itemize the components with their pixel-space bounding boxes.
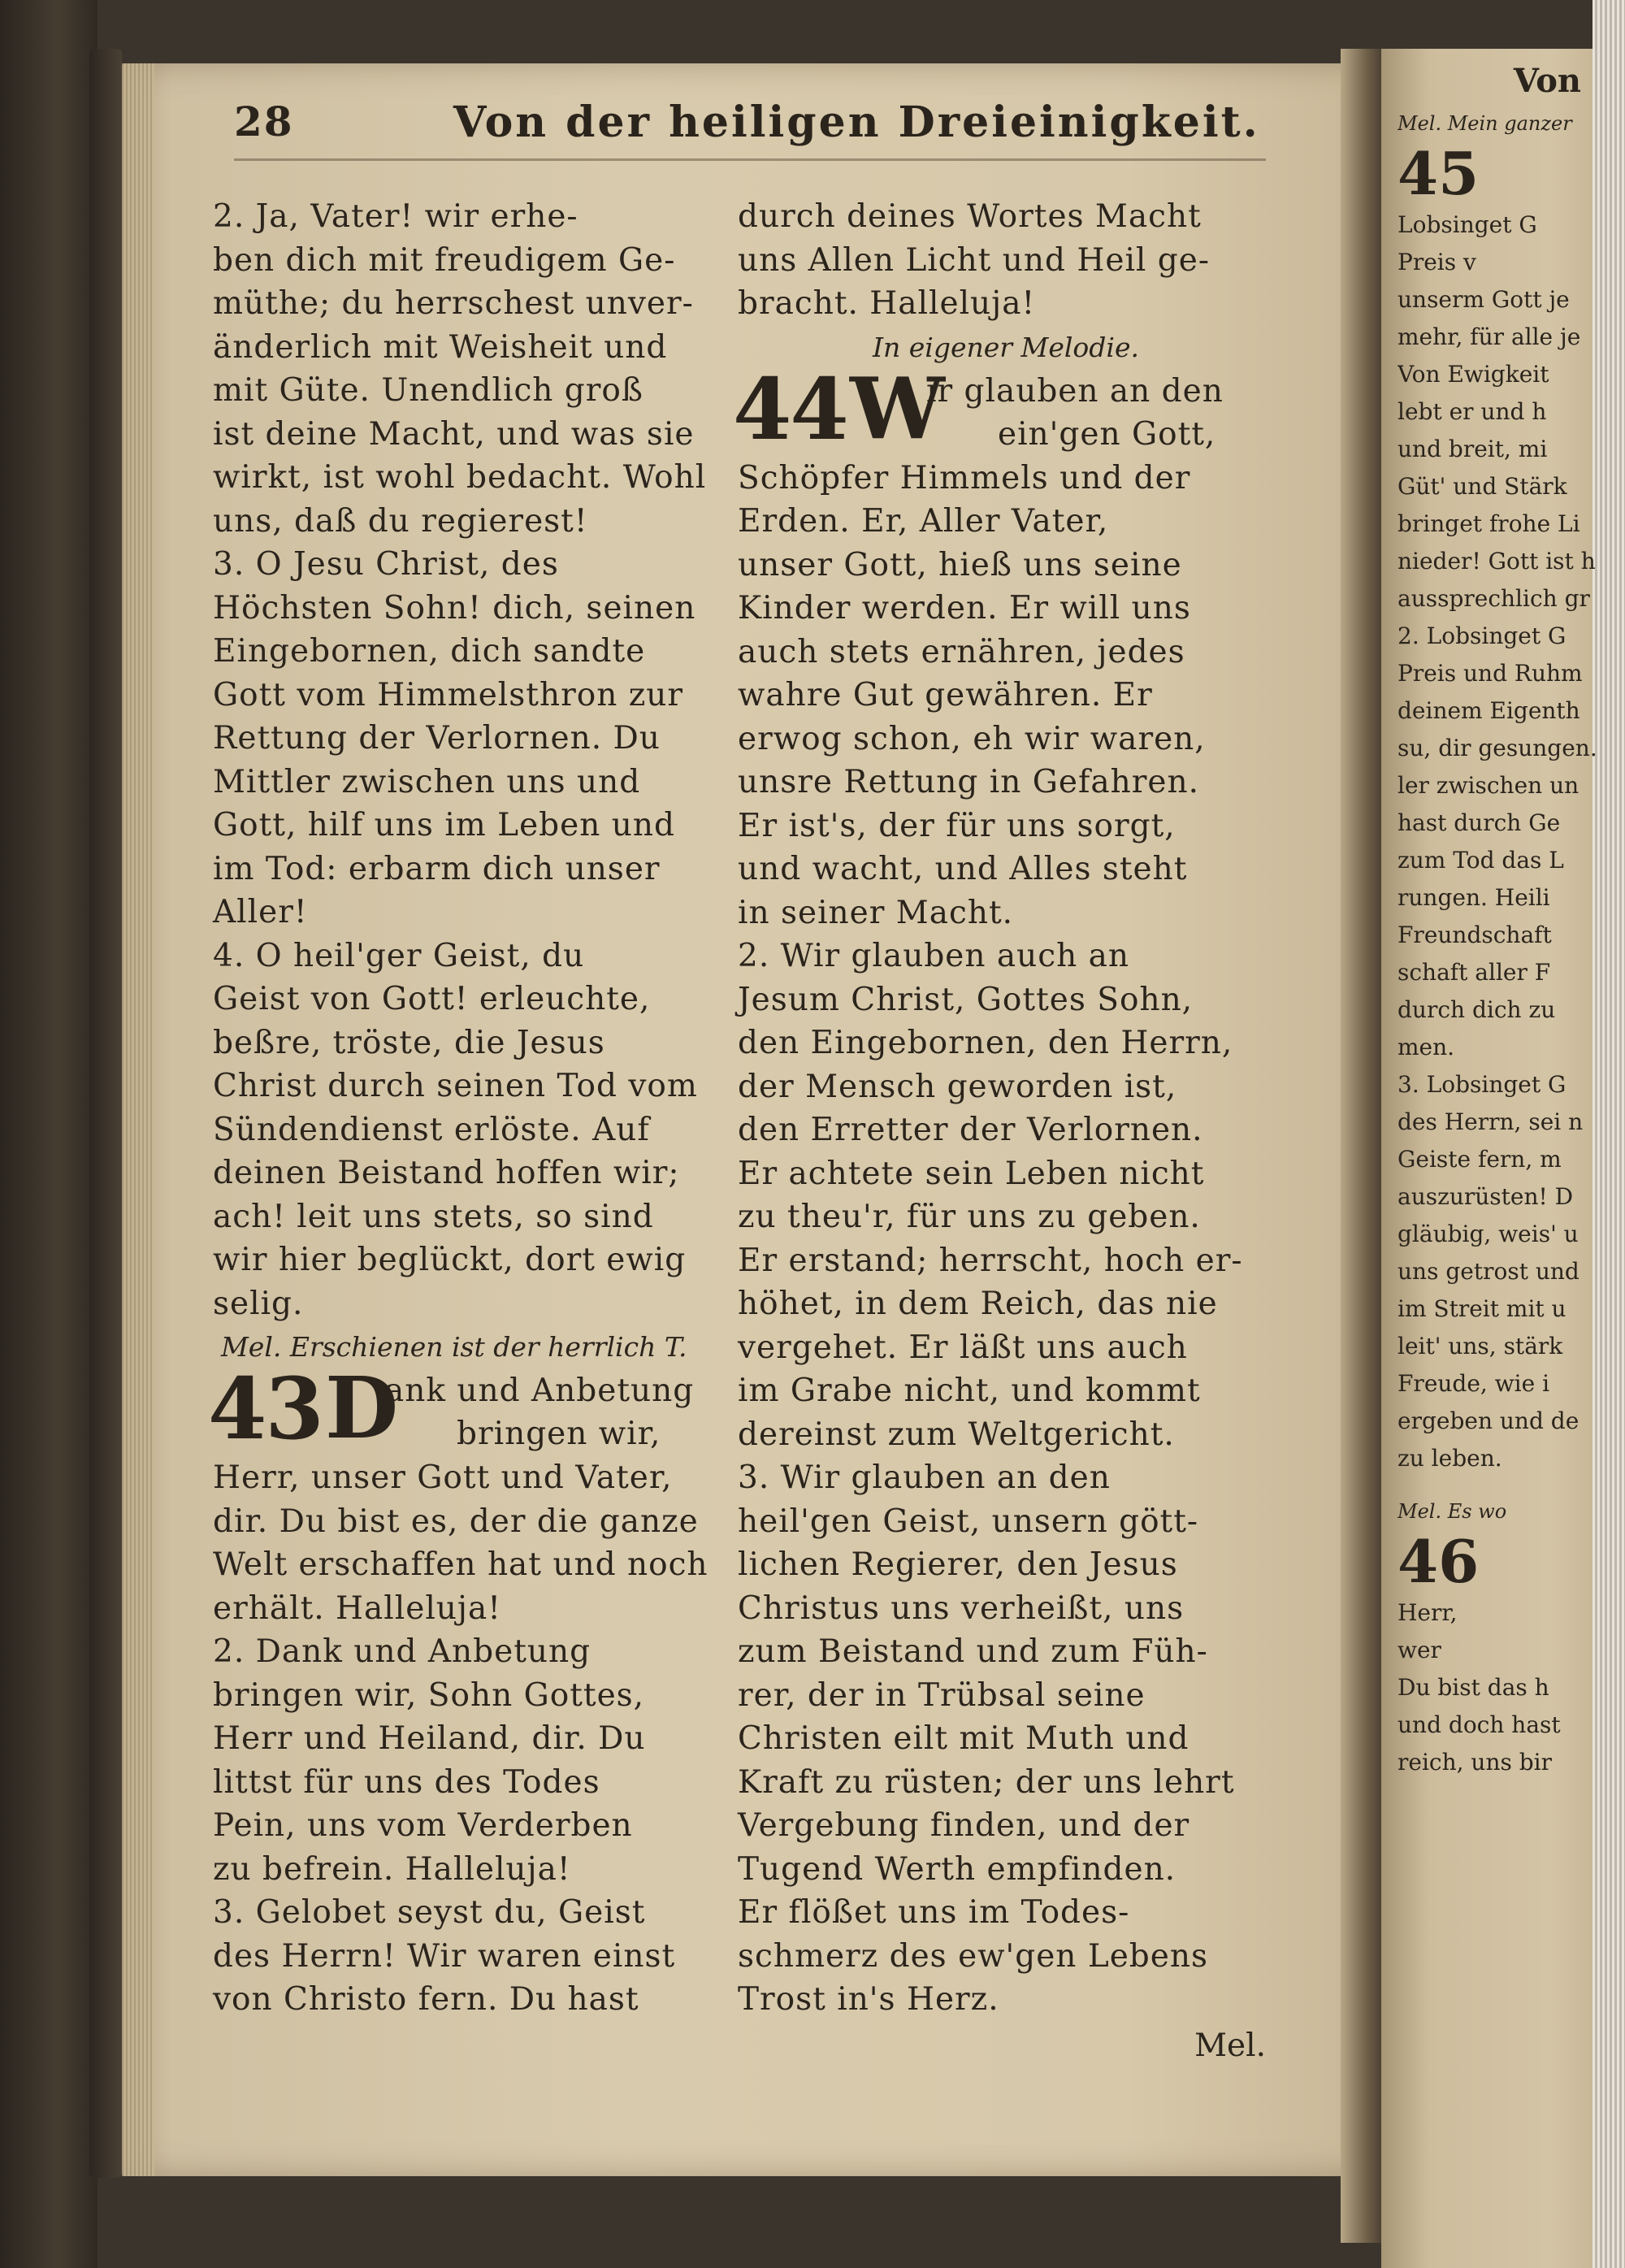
text-line: Christus uns verheißt, uns [738,1589,1185,1627]
partial-lines-a [1398,206,1601,1477]
text-line: erwog schon, eh wir waren, [738,720,1206,757]
text-line: durch deines Wortes Macht [738,198,1202,235]
text-line: Geist von Gott! erleuchte, [213,981,651,1017]
text-line: uns, daß du regierest! [213,502,588,540]
melody-heading: Mel. Mein ganzer [1398,112,1572,135]
text-line: ben dich mit freudigem Ge- [213,241,676,279]
text-line: 2. Lobsinget G [1398,622,1566,649]
hymn-first-line: bringen wir, [457,1416,661,1452]
text-line: unserm Gott je [1398,286,1570,313]
text-line: Herr, [1398,1599,1458,1626]
text-line: Gott, hilf uns im Leben und [213,807,675,843]
partial-next-page [1398,57,1601,1926]
text-line: 3. Wir glauben an den [738,1459,1111,1496]
text-line: Freundschaft [1398,922,1552,948]
text-line: 3. Gelobet seyst du, Geist [213,1894,646,1931]
text-line: unsre Rettung in Gefahren. [738,764,1200,800]
text-line: lichen Regierer, den Jesus [738,1546,1178,1583]
text-line: unser Gott, hieß uns seine [738,546,1182,583]
text-line: aussprechlich gr [1398,585,1590,612]
text-line: 2. Dank und Anbetung [213,1633,592,1670]
text-line: in seiner Macht. [738,894,1014,931]
text-line: schaft aller F [1398,959,1551,986]
text-line: von Christo fern. Du hast [213,1981,639,2018]
text-line: Tugend Werth empfinden. [738,1850,1176,1888]
text-line: auszurüsten! D [1398,1183,1574,1210]
text-line: und doch hast [1398,1711,1561,1738]
text-line: Sündendienst erlöste. Auf [213,1111,650,1148]
page-number: 28 [234,98,294,145]
text-line: Schöpfer Himmels und der [738,459,1191,497]
page-edges [122,63,154,2176]
text-line: wir hier beglückt, dort ewig [213,1242,687,1278]
text-line: vergehet. Er läßt uns auch [738,1329,1188,1366]
text-line: des Herrn! Wir waren einst [213,1937,676,1975]
text-line: Christen eilt mit Muth und [738,1720,1190,1757]
hymn-number: 45 [1398,139,1480,208]
text-line: Rettung der Verlornen. Du [213,720,661,757]
right-lines-a [738,195,1274,326]
text-line: selig. [213,1285,304,1322]
text-line: den Eingebornen, den Herrn, [738,1025,1233,1061]
text-line: Kraft zu rüsten; der uns lehrt [738,1763,1235,1801]
left-column [208,195,725,2022]
text-line: Eingebornen, dich sandte [213,633,646,670]
text-line: Er achtete sein Leben nicht [738,1155,1205,1192]
left-lines-a [213,195,725,1325]
spacer [1398,1477,1601,1494]
text-line: Aller! [213,894,308,930]
page-header [234,98,1339,163]
text-line: Jesum Christ, Gottes Sohn, [738,981,1194,1018]
text-line: Welt erschaffen hat und noch [213,1546,708,1583]
text-line: Vergebung finden, und der [738,1807,1190,1844]
partial-lines-b [1398,1594,1601,1781]
text-line: des Herrn, sei n [1398,1108,1584,1135]
text-line: Christ durch seinen Tod vom [213,1068,698,1104]
text-line: im Tod: erbarm dich unser [213,850,661,887]
text-line: beßre, tröste, die Jesus [213,1024,605,1061]
text-line: müthe; du herrschest unver- [213,285,694,322]
text-line: uns Allen Licht und Heil ge- [738,241,1211,279]
text-line: 4. O heil'ger Geist, du [213,937,585,974]
text-line: Höchsten Sohn! dich, seinen [213,589,696,627]
text-line: mit Güte. Unendlich groß [213,372,644,409]
text-line: Güt' und Stärk [1398,473,1567,500]
right-lines-b [738,457,1274,2022]
text-line: ist deine Macht, und was sie [213,415,695,453]
hymn-first-line: ank und Anbetung [385,1373,695,1409]
text-line: Pein, uns vom Verderben [213,1807,633,1844]
text-line: Mittler zwischen uns und [213,763,641,800]
text-line: bringet frohe Li [1398,510,1580,537]
text-line: 2. Ja, Vater! wir erhe- [213,198,578,235]
text-line: rer, der in Trübsal seine [738,1676,1146,1714]
text-line: Preis und Ruhm [1398,660,1583,687]
text-line: wirkt, ist wohl bedacht. Wohl [213,459,707,496]
text-line: Er flößet uns im Todes- [738,1894,1130,1931]
text-line: Preis v [1398,249,1476,275]
text-line: reich, uns bir [1398,1749,1553,1776]
text-line: ergeben und de [1398,1407,1580,1434]
text-line: ach! leit uns stets, so sind [213,1198,654,1235]
text-line: heil'gen Geist, unsern gött- [738,1503,1199,1540]
text-line: Herr und Heiland, dir. Du [213,1720,646,1757]
text-line: nieder! Gott ist h [1398,548,1596,575]
text-line: leit' uns, stärk [1398,1333,1563,1359]
text-line: su, dir gesungen. [1398,735,1597,761]
text-line: und wacht, und Alles steht [738,851,1188,887]
text-line: 3. Lobsinget G [1398,1071,1566,1098]
book-cover-edge [89,49,122,2178]
text-line: Von Ewigkeit [1398,361,1549,388]
text-line: zu befrein. Halleluja! [213,1850,571,1888]
text-line: zu leben. [1398,1445,1502,1472]
text-line: hast durch Ge [1398,809,1561,836]
text-line: bringen wir, Sohn Gottes, [213,1676,645,1714]
text-line: wer [1398,1637,1441,1663]
text-line: deinem Eigenth [1398,697,1580,724]
text-line: den Erretter der Verlornen. [738,1112,1203,1148]
text-line: im Grabe nicht, und kommt [738,1373,1201,1409]
text-line: Er erstand; herrscht, hoch er- [738,1242,1243,1279]
text-line: 3. O Jesu Christ, des [213,546,559,583]
text-line: auch stets ernähren, jedes [738,633,1185,670]
text-line: Kinder werden. Er will uns [738,590,1191,627]
hymn-first-line: ein'gen Gott, [998,415,1216,453]
hymn-number: 43 [208,1359,323,1459]
book-cover-left [0,0,98,2268]
hymn-number: 44 [733,358,847,459]
melody-heading: Mel. Es wo [1398,1500,1507,1523]
text-line: dereinst zum Weltgericht. [738,1416,1175,1453]
text-line: Freude, wie i [1398,1370,1550,1397]
text-line: men. [1398,1034,1455,1060]
right-column [733,195,1274,2071]
text-line: rungen. Heili [1398,884,1550,911]
text-line: änderlich mit Weisheit und [213,328,668,366]
text-line: im Streit mit u [1398,1295,1566,1322]
text-line: Erden. Er, Aller Vater, [738,503,1109,540]
hymn-first-line: ir glauben an den [926,372,1224,410]
text-line: erhält. Halleluja! [213,1589,501,1627]
hymn-44-opening [733,358,1274,459]
text-line: höhet, in dem Reich, das nie [738,1286,1218,1322]
text-line: gläubig, weis' u [1398,1221,1579,1247]
text-line: Herr, unser Gott und Vater, [213,1459,673,1496]
text-line: und breit, mi [1398,436,1548,462]
text-line: 2. Wir glauben auch an [738,938,1129,974]
text-line: dir. Du bist es, der die ganze [213,1503,699,1540]
text-line: deinen Beistand hoffen wir; [213,1155,680,1191]
text-line: zu theu'r, für uns zu geben. [738,1199,1201,1235]
melody-heading: In eigener Melodie. [872,331,1139,363]
text-line: der Mensch geworden ist, [738,1068,1177,1105]
text-line: bracht. Halleluja! [738,285,1036,322]
header-rule [234,158,1266,161]
catchword: Mel. [1194,2027,1266,2064]
text-line: lebt er und h [1398,398,1547,425]
text-line: littst für uns des Todes [213,1763,600,1801]
text-line: mehr, für alle je [1398,323,1581,350]
text-line: Trost in's Herz. [738,1981,999,2018]
partial-page-header: Von [1513,62,1581,100]
text-line: schmerz des ew'gen Lebens [738,1937,1208,1975]
drop-cap: W [850,358,945,458]
text-line: Er ist's, der für uns sorgt, [738,807,1176,844]
text-line: Du bist das h [1398,1674,1549,1701]
text-line: wahre Gut gewähren. Er [738,677,1153,713]
text-line: ler zwischen un [1398,772,1580,799]
hymn-number: 46 [1398,1527,1480,1596]
running-title: Von der heiligen Dreieinigkeit. [453,98,1260,147]
melody-heading: Mel. Erschienen ist der herrlich T. [221,1331,687,1363]
text-line: Gott vom Himmelsthron zur [213,676,684,713]
text-line: durch dich zu [1398,996,1556,1023]
text-line: Geiste fern, m [1398,1146,1562,1173]
left-lines-b [213,1456,725,2022]
text-line: zum Beistand und zum Füh- [738,1633,1208,1670]
hymn-43-opening [208,1358,725,1459]
text-line: uns getrost und [1398,1258,1580,1285]
drop-cap: D [325,1358,399,1458]
text-line: zum Tod das L [1398,847,1564,874]
text-line: Lobsinget G [1398,211,1537,238]
